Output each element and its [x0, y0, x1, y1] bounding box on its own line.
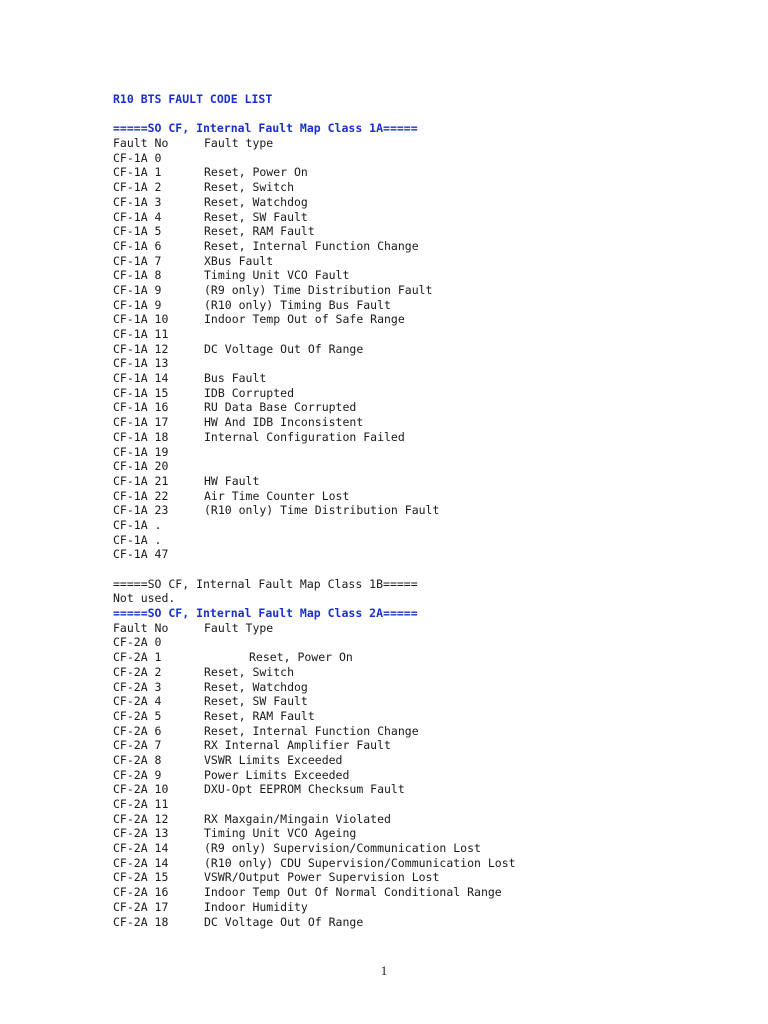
- fault-code: CF-2A 5: [113, 708, 162, 723]
- fault-code: CF-1A 13: [113, 356, 169, 371]
- fault-row: [113, 180, 713, 195]
- fault-row: [113, 195, 713, 210]
- fault-row: [113, 151, 713, 166]
- fault-description: RU Data Base Corrupted: [204, 400, 357, 415]
- fault-description: DC Voltage Out Of Range: [204, 914, 364, 929]
- fault-description: Bus Fault: [204, 371, 267, 386]
- fault-description: RX Maxgain/Mingain Violated: [204, 811, 391, 826]
- fault-code: CF-1A 21: [113, 473, 169, 488]
- fault-row: [113, 445, 713, 460]
- fault-row: [113, 210, 713, 225]
- fault-row: [113, 165, 713, 180]
- fault-description: IDB Corrupted: [204, 385, 295, 400]
- fault-code: CF-2A 2: [113, 664, 162, 679]
- fault-row: [113, 459, 713, 474]
- fault-code: CF-1A .: [113, 532, 162, 547]
- fault-row: [113, 680, 713, 695]
- fault-code: CF-1A 5: [113, 224, 162, 239]
- fault-description: (R10 only) Timing Bus Fault: [204, 297, 391, 312]
- page-number: 1: [380, 963, 388, 978]
- fault-row: [113, 812, 713, 827]
- fault-row: [113, 371, 713, 386]
- fault-description: RX Internal Amplifier Fault: [204, 738, 391, 753]
- fault-row: [113, 356, 713, 371]
- fault-code: CF-1A 23: [113, 503, 169, 518]
- fault-description: Timing Unit VCO Fault: [204, 268, 350, 283]
- fault-row: [113, 665, 713, 680]
- fault-row: [113, 312, 713, 327]
- fault-code: CF-2A 14: [113, 841, 169, 856]
- fault-description: Reset, SW Fault: [204, 209, 308, 224]
- fault-description: Indoor Humidity: [204, 899, 308, 914]
- fault-description: HW Fault: [204, 473, 260, 488]
- fault-code: CF-1A 2: [113, 180, 162, 195]
- fault-row: [113, 856, 713, 871]
- fault-row: [113, 547, 713, 562]
- fault-row: [113, 239, 713, 254]
- fault-code: CF-1A 47: [113, 547, 169, 562]
- fault-code: CF-2A 3: [113, 679, 162, 694]
- fault-description: Reset, Watchdog: [204, 194, 308, 209]
- fault-code: CF-2A 15: [113, 870, 169, 885]
- fault-code: CF-2A 17: [113, 899, 169, 914]
- fault-row: [113, 268, 713, 283]
- fault-description: Reset, Power On: [204, 165, 308, 180]
- fault-description: Indoor Temp Out Of Normal Conditional Range: [204, 885, 502, 900]
- fault-code: CF-1A 19: [113, 444, 169, 459]
- fault-description: Reset, Switch: [204, 180, 295, 195]
- fault-description: Reset, Power On: [249, 650, 353, 665]
- fault-code: CF-2A 16: [113, 885, 169, 900]
- fault-code: CF-1A 1: [113, 165, 162, 180]
- fault-row: [113, 635, 713, 650]
- fault-row: [113, 694, 713, 709]
- fault-row: [113, 474, 713, 489]
- fault-code: CF-1A 4: [113, 209, 162, 224]
- fault-description: XBus Fault: [204, 253, 274, 268]
- fault-description: Indoor Temp Out of Safe Range: [204, 312, 405, 327]
- fault-sections: [113, 121, 713, 929]
- fault-row: [113, 503, 713, 518]
- fault-code: CF-1A .: [113, 517, 162, 532]
- fault-code: CF-1A 3: [113, 194, 162, 209]
- spacer: [113, 562, 713, 577]
- column-header-fault-no: Fault No: [113, 136, 169, 151]
- fault-description: Reset, Internal Function Change: [204, 238, 419, 253]
- column-header-row: [113, 621, 713, 636]
- fault-row: [113, 826, 713, 841]
- fault-code: CF-2A 14: [113, 855, 169, 870]
- fault-row: [113, 797, 713, 812]
- fault-row: [113, 327, 713, 342]
- fault-description: (R9 only) Time Distribution Fault: [204, 282, 433, 297]
- fault-row: [113, 841, 713, 856]
- fault-code: CF-2A 18: [113, 914, 169, 929]
- fault-description: Reset, Internal Function Change: [204, 723, 419, 738]
- fault-row: [113, 533, 713, 548]
- fault-code: CF-1A 14: [113, 371, 169, 386]
- fault-row: [113, 518, 713, 533]
- column-header-fault-no: Fault No: [113, 620, 169, 635]
- fault-description: (R10 only) CDU Supervision/Communication Lost: [204, 855, 516, 870]
- document-title: R10 BTS FAULT CODE LIST: [113, 92, 273, 106]
- section-heading: =====SO CF, Internal Fault Map Class 2A=====: [113, 606, 418, 621]
- fault-code: CF-2A 9: [113, 767, 162, 782]
- fault-code: CF-1A 12: [113, 341, 169, 356]
- fault-description: Reset, Switch: [204, 664, 295, 679]
- fault-code: CF-1A 9: [113, 282, 162, 297]
- fault-code: CF-1A 6: [113, 238, 162, 253]
- fault-description: VSWR/Output Power Supervision Lost: [204, 870, 440, 885]
- fault-code: CF-1A 15: [113, 385, 169, 400]
- column-header-fault-type: Fault type: [204, 136, 274, 151]
- fault-row: [113, 415, 713, 430]
- fault-description: Internal Configuration Failed: [204, 429, 405, 444]
- fault-code: CF-1A 17: [113, 415, 169, 430]
- fault-row: [113, 386, 713, 401]
- fault-code: CF-2A 8: [113, 752, 162, 767]
- fault-code: CF-1A 8: [113, 268, 162, 283]
- fault-code: CF-1A 10: [113, 312, 169, 327]
- fault-code: CF-2A 1: [113, 650, 162, 665]
- fault-code: CF-1A 18: [113, 429, 169, 444]
- fault-description: DXU-Opt EEPROM Checksum Fault: [204, 782, 405, 797]
- fault-description: VSWR Limits Exceeded: [204, 752, 343, 767]
- fault-row: [113, 870, 713, 885]
- document-body: [113, 92, 713, 929]
- fault-description: (R9 only) Supervision/Communication Lost: [204, 841, 481, 856]
- fault-row: [113, 885, 713, 900]
- fault-description: Air Time Counter Lost: [204, 488, 350, 503]
- fault-row: [113, 782, 713, 797]
- fault-row: [113, 753, 713, 768]
- fault-row: [113, 400, 713, 415]
- fault-row: [113, 254, 713, 269]
- fault-row: [113, 224, 713, 239]
- fault-row: [113, 724, 713, 739]
- fault-row: [113, 298, 713, 313]
- fault-code: CF-2A 0: [113, 635, 162, 650]
- fault-code: CF-2A 11: [113, 797, 169, 811]
- fault-description: Power Limits Exceeded: [204, 767, 350, 782]
- fault-description: Reset, Watchdog: [204, 679, 308, 694]
- fault-description: Reset, RAM Fault: [204, 224, 315, 239]
- fault-row: [113, 709, 713, 724]
- fault-row: [113, 283, 713, 298]
- section-heading: =====SO CF, Internal Fault Map Class 1A=====: [113, 121, 418, 136]
- fault-description: Reset, RAM Fault: [204, 708, 315, 723]
- fault-code: CF-1A 7: [113, 253, 162, 268]
- fault-description: Timing Unit VCO Ageing: [204, 826, 357, 841]
- fault-code: CF-1A 9: [113, 297, 162, 312]
- section-note: Not used.: [113, 591, 176, 606]
- fault-row: [113, 900, 713, 915]
- fault-row: [113, 430, 713, 445]
- section-heading: =====SO CF, Internal Fault Map Class 1B=====: [113, 576, 418, 591]
- fault-code: CF-2A 6: [113, 723, 162, 738]
- column-header-row: [113, 136, 713, 151]
- fault-code: CF-1A 22: [113, 488, 169, 503]
- fault-code: CF-2A 10: [113, 782, 169, 797]
- fault-description: HW And IDB Inconsistent: [204, 415, 364, 430]
- fault-description: Reset, SW Fault: [204, 694, 308, 709]
- fault-code: CF-2A 12: [113, 811, 169, 826]
- fault-row: [113, 768, 713, 783]
- fault-row: [113, 738, 713, 753]
- fault-code: CF-2A 7: [113, 738, 162, 753]
- fault-code: CF-1A 0: [113, 150, 162, 165]
- fault-code: CF-1A 11: [113, 327, 169, 341]
- fault-code: CF-2A 13: [113, 826, 169, 841]
- fault-row: [113, 342, 713, 357]
- fault-code: CF-1A 16: [113, 400, 169, 415]
- column-header-fault-type: Fault Type: [204, 620, 274, 635]
- fault-row: [113, 650, 713, 665]
- fault-code: CF-2A 4: [113, 694, 162, 709]
- fault-row: [113, 489, 713, 504]
- fault-description: (R10 only) Time Distribution Fault: [204, 503, 440, 518]
- fault-code: CF-1A 20: [113, 459, 169, 474]
- fault-description: DC Voltage Out Of Range: [204, 341, 364, 356]
- fault-row: [113, 915, 713, 930]
